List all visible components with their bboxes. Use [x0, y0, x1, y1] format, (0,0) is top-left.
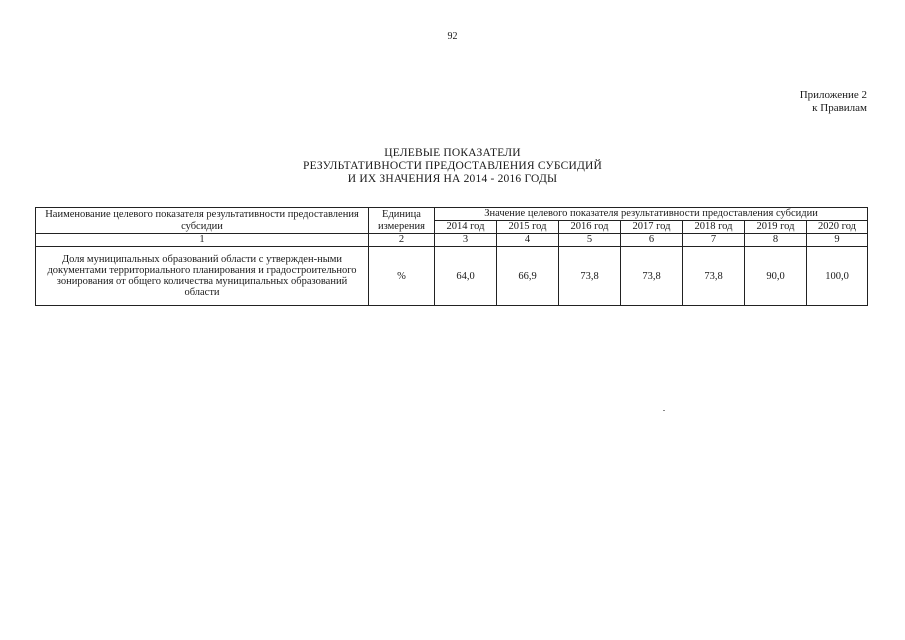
- indicators-table: [35, 207, 868, 306]
- appendix-reference: [800, 89, 867, 115]
- column-number: 2: [369, 234, 435, 247]
- table-row: [36, 247, 868, 306]
- column-number: 4: [497, 234, 559, 247]
- header-year: 2015 год: [497, 221, 559, 234]
- header-year: 2016 год: [559, 221, 621, 234]
- column-number: 7: [683, 234, 745, 247]
- column-number: 3: [435, 234, 497, 247]
- column-number: 8: [745, 234, 807, 247]
- scan-artifact: [663, 410, 665, 411]
- indicator-name: Доля муниципальных образований области с утвержден-ными документами территориального планирования и градостроительного зонирования от общего количества муниципальных образований области: [36, 247, 369, 306]
- column-number: 6: [621, 234, 683, 247]
- indicator-value: 73,8: [559, 247, 621, 306]
- appendix-line-2: к Правилам: [812, 102, 867, 114]
- page-number: 92: [447, 31, 458, 42]
- header-values: Значение целевого показателя результативности предоставления субсидии: [435, 208, 868, 221]
- column-number: 9: [807, 234, 868, 247]
- indicator-value: 66,9: [497, 247, 559, 306]
- document-title: [0, 147, 905, 186]
- indicator-value: 73,8: [683, 247, 745, 306]
- header-year: 2020 год: [807, 221, 868, 234]
- indicator-unit: %: [369, 247, 435, 306]
- indicator-value: 90,0: [745, 247, 807, 306]
- indicator-value: 73,8: [621, 247, 683, 306]
- column-number: 5: [559, 234, 621, 247]
- indicator-value: 100,0: [807, 247, 868, 306]
- header-year: 2017 год: [621, 221, 683, 234]
- appendix-line-1: Приложение 2: [799, 89, 867, 101]
- header-year: 2019 год: [745, 221, 807, 234]
- title-line-3: И ИХ ЗНАЧЕНИЯ НА 2014 - 2016 ГОДЫ: [347, 173, 558, 185]
- title-line-1: ЦЕЛЕВЫЕ ПОКАЗАТЕЛИ: [384, 147, 521, 159]
- header-unit: Единица измерения: [369, 208, 435, 234]
- title-line-2: РЕЗУЛЬТАТИВНОСТИ ПРЕДОСТАВЛЕНИЯ СУБСИДИЙ: [302, 160, 603, 172]
- header-year: 2014 год: [435, 221, 497, 234]
- header-indicator-name: Наименование целевого показателя результативности предоставления субсидии: [36, 208, 369, 234]
- header-year: 2018 год: [683, 221, 745, 234]
- column-number: 1: [36, 234, 369, 247]
- indicator-value: 64,0: [435, 247, 497, 306]
